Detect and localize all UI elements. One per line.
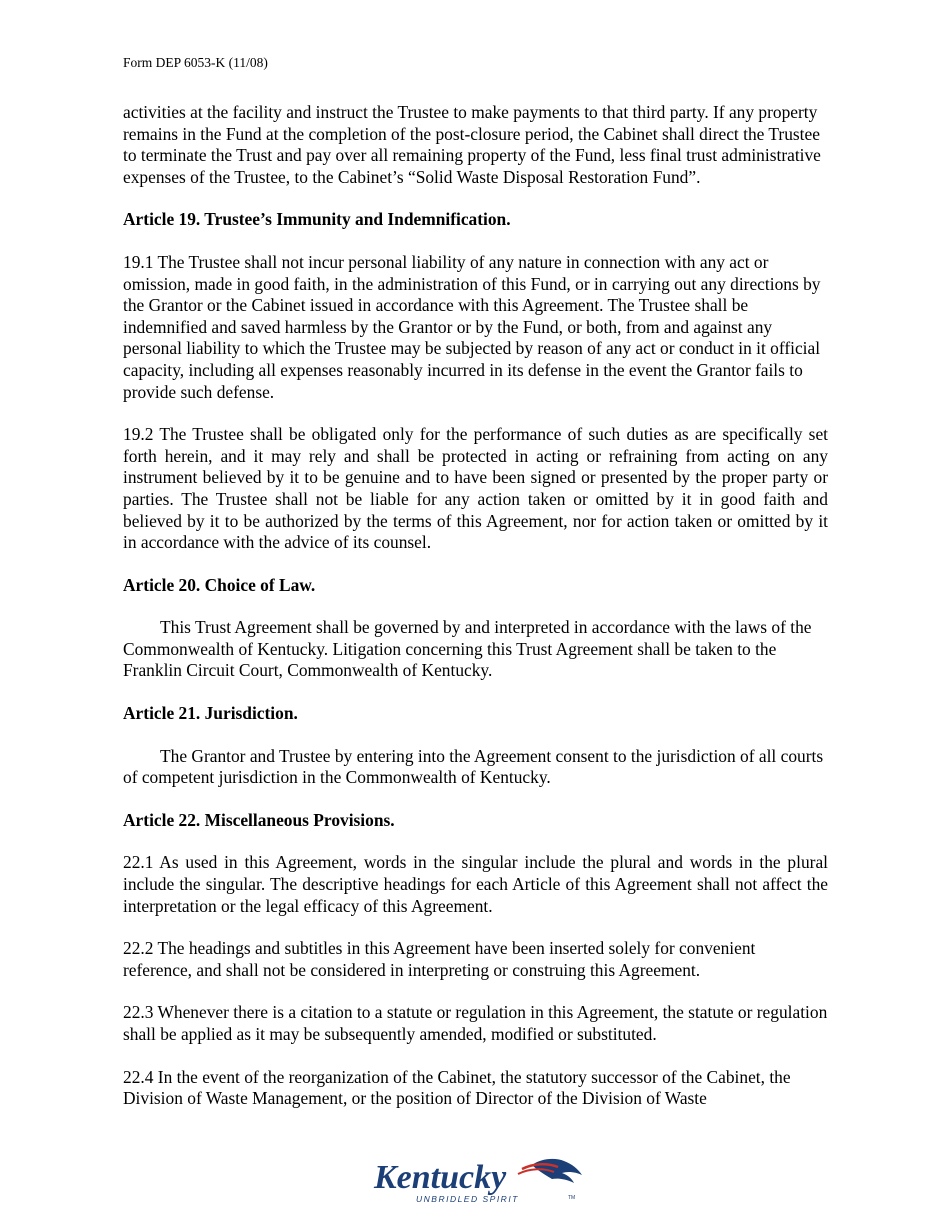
document-body [123, 102, 828, 1131]
paragraph-21: The Grantor and Trustee by entering into the Agreement consent to the jurisdiction of all courts of competent jurisdiction in the Commonwealth of Kentucky. [123, 745, 824, 788]
paragraph-22-1: 22.1 As used in this Agreement, words in the singular include the plural and words in the plural include the singular. The descriptive headings for each Article of this Agreement shall not affect the interpretation or the legal efficacy of this Agreement. [123, 852, 828, 916]
paragraph-19-2: 19.2 The Trustee shall be obligated only for the performance of such duties as are specifically set forth herein, and it may rely and shall be protected in acting or refraining from acting on any instrument believed by it to be genuine and to have been signed or presented by the proper party or parties. The Trustee shall not be liable for any action taken or omitted by it in good faith and believed by it to be authorized by the terms of this Agreement, nor for action taken or omitted by it in accordance with the advice of its counsel. [123, 424, 828, 553]
horse-head-icon [532, 1159, 582, 1183]
article-19-heading: Article 19. Trustee’s Immunity and Indemnification. [123, 209, 511, 230]
article-21-heading: Article 21. Jurisdiction. [123, 703, 298, 724]
article-22-heading: Article 22. Miscellaneous Provisions. [123, 809, 395, 830]
paragraph-19-1: 19.1 The Trustee shall not incur personal liability of any nature in connection with any act or omission, made in good faith, in the administration of this Fund, or in carrying out any directions by the Grantor or the Cabinet issued in accordance with this Agreement. The Trustee shall be indemnified and saved harmless by the Grantor or by the Fund, or both, from and against any personal liability to which the Trustee may be subjected by reason of any act or conduct in it official capacity, including all expenses reasonably incurred in its defense in the event the Grantor fails to provide such defense. [123, 251, 821, 402]
form-id: Form DEP 6053-K (11/08) [123, 55, 268, 70]
paragraph-22-2: 22.2 The headings and subtitles in this Agreement have been inserted solely for convenient reference, and shall not be considered in interpreting or construing this Agreement. [123, 938, 756, 980]
logo-tagline: UNBRIDLED SPIRIT [416, 1194, 519, 1204]
paragraph-20: This Trust Agreement shall be governed by and interpreted in accordance with the laws of the Commonwealth of Kentucky. Litigation concerning this Trust Agreement shall be taken to the Franklin Circuit Court, Commonwealth of Kentucky. [123, 617, 812, 681]
logo-wordmark: Kentucky [374, 1159, 507, 1196]
logo-trademark: TM [568, 1195, 576, 1201]
kentucky-logo [372, 1155, 592, 1207]
paragraph-22-4: 22.4 In the event of the reorganization of the Cabinet, the statutory successor of the Cabinet, the Division of Waste Management, or the position of Director of the Division of Waste [123, 1066, 791, 1109]
article-20-heading: Article 20. Choice of Law. [123, 574, 316, 595]
paragraph-22-3: 22.3 Whenever there is a citation to a statute or regulation in this Agreement, the statute or regulation shall be applied as it may be subsequently amended, modified or substituted. [123, 1002, 828, 1044]
intro-paragraph: activities at the facility and instruct the Trustee to make payments to that third party. If any property remains in the Fund at the completion of the post-closure period, the Cabinet shall direct the Trustee to terminate the Trust and pay over all remaining property of the Fund, less final trust administrative expenses of the Trustee, to the Cabinet’s “Solid Waste Disposal Restoration Fund”. [123, 102, 821, 187]
